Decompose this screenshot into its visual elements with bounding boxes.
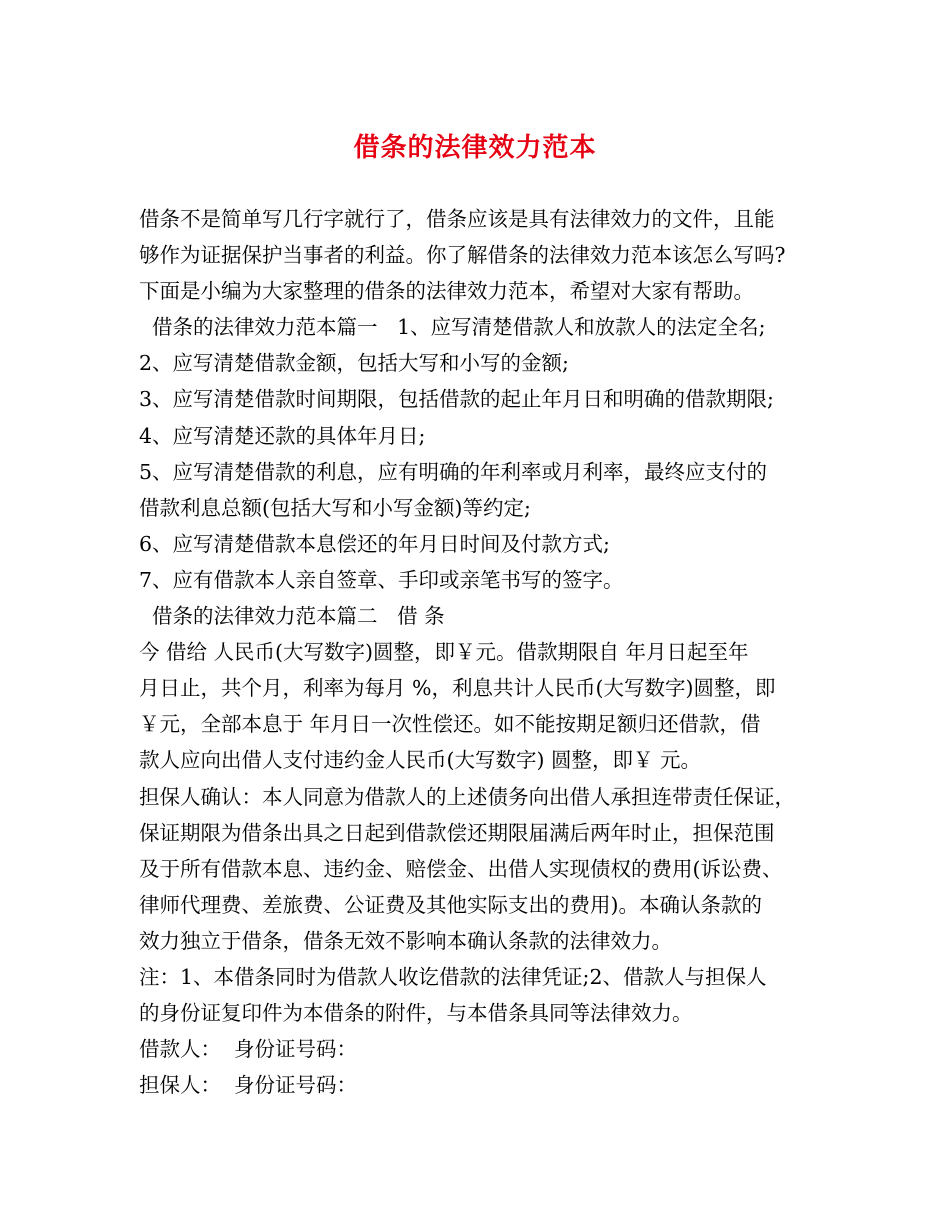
paragraph-line: 借款利息总额(包括大写和小写金额)等约定; (139, 495, 531, 520)
paragraph-line: 律师代理费、差旅费、公证费及其他实际支出的费用)。本确认条款的 (139, 892, 762, 917)
paragraph-line: 担保人确认：本人同意为借款人的上述债务向出借人承担连带责任保证， (139, 784, 795, 809)
paragraph-line: 6、应写清楚借款本息偿还的年月日时间及付款方式; (139, 531, 610, 556)
paragraph-line: 7、应有借款本人亲自签章、手印或亲笔书写的签字。 (139, 567, 624, 592)
paragraph-line: 及于所有借款本息、违约金、赔偿金、出借人实现债权的费用(诉讼费、 (139, 856, 783, 881)
paragraph-line: 借条不是简单写几行字就行了，借条应该是具有法律效力的文件，且能 (139, 207, 775, 231)
paragraph-line: 3、应写清楚借款时间期限，包括借款的起止年月日和明确的借款期限; (139, 387, 774, 412)
paragraph-line: 够作为证据保护当事者的利益。你了解借条的法律效力范本该怎么写吗? (139, 243, 786, 268)
paragraph-line: 5、应写清楚借款的利息，应有明确的年利率或月利率，最终应支付的 (139, 459, 768, 484)
document-title: 借条的法律效力范本 (353, 133, 597, 163)
paragraph-line: 下面是小编为大家整理的借条的法律效力范本，希望对大家有帮助。 (139, 279, 754, 304)
signature-line-borrower: 借款人： 身份证号码： (139, 1037, 358, 1062)
paragraph-line: 借条的法律效力范本篇二 借 条 (139, 604, 445, 629)
paragraph-line: 4、应写清楚还款的具体年月日; (139, 423, 426, 448)
paragraph-line: 今 借给 人民币(大写数字)圆整，即￥元。借款期限自 年月日起至年 (139, 640, 749, 665)
paragraph-line: 效力独立于借条，借条无效不影响本确认条款的法律效力。 (139, 928, 672, 953)
document-body (139, 201, 839, 1103)
paragraph-line: 2、应写清楚借款金额，包括大写和小写的金额; (139, 351, 569, 376)
paragraph-line: 保证期限为借条出具之日起到借款偿还期限届满后两年时止，担保范围 (139, 820, 775, 845)
paragraph-line: ￥元，全部本息于 年月日一次性偿还。如不能按期足额归还借款，借 (139, 712, 761, 737)
paragraph-line: 借条的法律效力范本篇一 1、应写清楚借款人和放款人的法定全名; (139, 315, 766, 340)
paragraph-line: 款人应向出借人支付违约金人民币(大写数字) 圆整，即￥ 元。 (139, 748, 702, 773)
paragraph-line: 的身份证复印件为本借条的附件，与本借条具同等法律效力。 (139, 1001, 693, 1026)
paragraph-line: 月日止，共个月，利率为每月 %，利息共计人民币(大写数字)圆整，即 (139, 676, 776, 701)
paragraph-line: 注：1、本借条同时为借款人收讫借款的法律凭证;2、借款人与担保人 (139, 964, 767, 989)
signature-line-guarantor: 担保人： 身份证号码： (139, 1073, 358, 1098)
